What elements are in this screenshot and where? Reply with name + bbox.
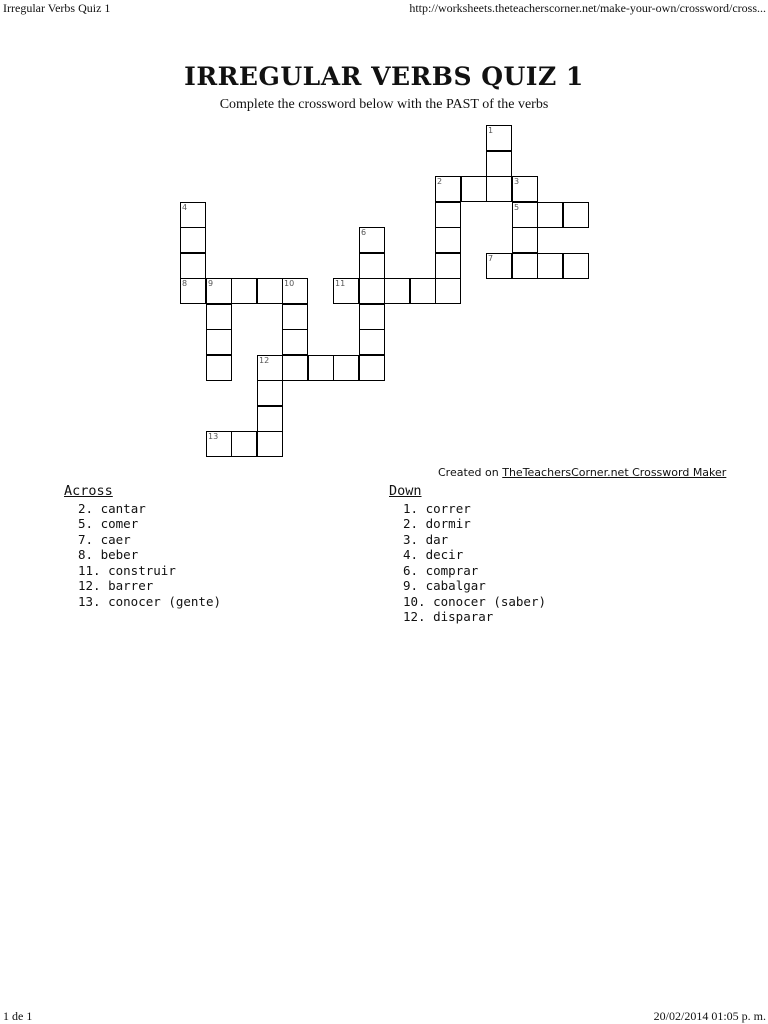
clue-number: 6: [361, 228, 367, 237]
crossword-cell[interactable]: [206, 431, 232, 457]
crossword-cell[interactable]: [359, 253, 385, 279]
across-heading: Across: [64, 483, 113, 499]
clue-number: 1: [488, 126, 494, 135]
clue-item: 10. conocer (saber): [403, 593, 546, 609]
crossword-cell[interactable]: [257, 406, 283, 432]
browser-url: http://worksheets.theteacherscorner.net/make-your-own/crossword/cross...: [409, 1, 766, 15]
crossword-cell[interactable]: [435, 227, 461, 253]
clue-number: 3: [514, 177, 520, 186]
crossword-cell[interactable]: [486, 253, 512, 279]
crossword-cell[interactable]: [486, 176, 512, 202]
crossword-cell[interactable]: [512, 227, 538, 253]
crossword-cell[interactable]: [333, 278, 359, 304]
crossword-cell[interactable]: [359, 227, 385, 253]
clue-item: 4. decir: [403, 547, 464, 562]
clue-number: 11: [335, 279, 346, 288]
crossword-cell[interactable]: [563, 202, 589, 228]
crossword-cell[interactable]: [231, 278, 257, 304]
clue-number: 9: [208, 279, 214, 288]
clue-number: 7: [488, 254, 494, 263]
crossword-cell[interactable]: [563, 253, 589, 279]
worksheet-instructions: Complete the crossword below with the PAST of the verbs: [219, 97, 549, 112]
clue-number: 10: [284, 279, 295, 288]
crossword-cell[interactable]: [333, 355, 359, 381]
crossword-cell[interactable]: [282, 355, 308, 381]
crossword-cell[interactable]: [206, 304, 232, 330]
crossword-cell[interactable]: [435, 278, 461, 304]
crossword-cell[interactable]: [512, 176, 538, 202]
down-clues: [389, 484, 546, 625]
clue-item: 3. dar: [403, 531, 449, 547]
clue-number: 8: [182, 279, 188, 288]
crossword-cell[interactable]: [206, 355, 232, 381]
crossword-cell[interactable]: [257, 278, 283, 304]
crossword-cell[interactable]: [537, 253, 563, 279]
clue-item: 1. correr: [403, 500, 471, 516]
crossword-cell[interactable]: [282, 329, 308, 355]
browser-page-count: 1 de 1: [3, 1009, 33, 1023]
clue-item: 11. construir: [78, 562, 176, 578]
crossword-cell[interactable]: [206, 329, 232, 355]
crossword-cell[interactable]: [180, 253, 206, 279]
clue-item: 7. caer: [78, 531, 131, 547]
crossword-cell[interactable]: [512, 202, 538, 228]
clue-item: 13. conocer (gente): [78, 593, 221, 609]
down-heading: Down: [389, 483, 422, 499]
crossword-cell[interactable]: [384, 278, 410, 304]
clue-item: 9. cabalgar: [403, 578, 486, 593]
crossword-cell[interactable]: [231, 431, 257, 457]
clue-item: 6. comprar: [403, 562, 479, 578]
crossword-cell[interactable]: [512, 253, 538, 279]
crossword-cell[interactable]: [180, 278, 206, 304]
crossword-cell[interactable]: [410, 278, 436, 304]
clue-item: 5. comer: [78, 516, 139, 531]
crossword-cell[interactable]: [359, 278, 385, 304]
crossword-cell[interactable]: [359, 329, 385, 355]
clue-item: 12. barrer: [78, 578, 154, 593]
across-clues: [64, 484, 221, 609]
crossword-cell[interactable]: [180, 227, 206, 253]
clue-number: 2: [437, 177, 443, 186]
crossword-cell[interactable]: [257, 431, 283, 457]
clue-item: 8. beber: [78, 547, 139, 562]
crossword-cell[interactable]: [282, 304, 308, 330]
crossword-cell[interactable]: [308, 355, 334, 381]
crossword-cell[interactable]: [435, 202, 461, 228]
clue-number: 4: [182, 203, 188, 212]
crossword-grid: [0, 0, 768, 480]
crossword-cell[interactable]: [486, 151, 512, 177]
clue-item: 2. cantar: [78, 500, 146, 516]
clue-number: 13: [208, 432, 219, 441]
browser-timestamp: 20/02/2014 01:05 p. m.: [653, 1009, 766, 1023]
crossword-cell[interactable]: [435, 176, 461, 202]
credit-link[interactable]: TheTeachersCorner.net Crossword Maker: [502, 466, 727, 479]
clue-item: 12. disparar: [403, 609, 494, 624]
credit-line: [438, 466, 726, 479]
crossword-cell[interactable]: [282, 278, 308, 304]
crossword-cell[interactable]: [461, 176, 487, 202]
credit-prefix: Created on: [438, 466, 503, 479]
crossword-cell[interactable]: [359, 355, 385, 381]
crossword-cell[interactable]: [359, 304, 385, 330]
crossword-cell[interactable]: [180, 202, 206, 228]
crossword-cell[interactable]: [486, 125, 512, 151]
clue-number: 12: [259, 356, 270, 365]
clue-item: 2. dormir: [403, 516, 471, 531]
browser-page-title: Irregular Verbs Quiz 1: [3, 1, 111, 15]
crossword-cell[interactable]: [435, 253, 461, 279]
worksheet-title: IRREGULAR VERBS QUIZ 1: [184, 62, 584, 91]
crossword-cell[interactable]: [257, 380, 283, 406]
crossword-cell[interactable]: [537, 202, 563, 228]
clue-number: 5: [514, 203, 520, 212]
crossword-cell[interactable]: [257, 355, 283, 381]
crossword-cell[interactable]: [206, 278, 232, 304]
